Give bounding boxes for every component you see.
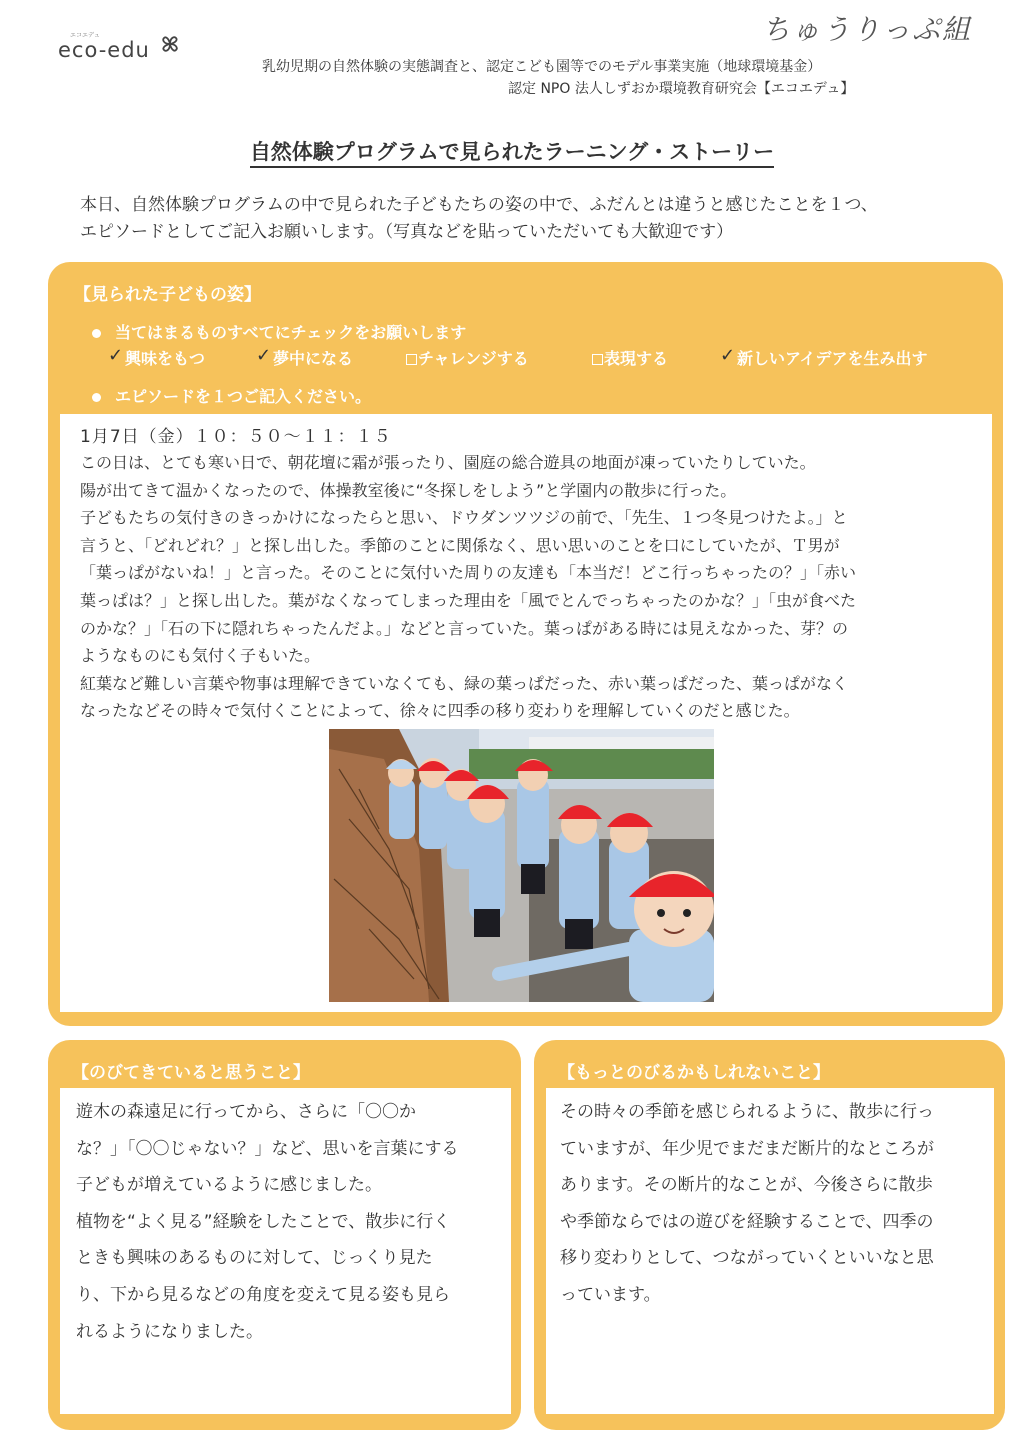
header-project-line: 乳幼児期の自然体験の実態調査と、認定こども園等でのモデル事業実施（地球環境基金） xyxy=(262,59,822,75)
page-title xyxy=(0,136,1024,166)
episode-line: この日は、とても寒い日で、朝花壇に霜が張ったり、園庭の総合遊具の地面が凍っていたりしていた。 xyxy=(80,453,816,472)
intro-line: エピソードとしてご記入お願いします。（写真などを貼っていただいても大歓迎です） xyxy=(80,222,734,242)
check-instruction-text: 当てはまるものすべてにチェックをお願いします xyxy=(115,323,467,342)
checkbox-interest[interactable] xyxy=(110,346,205,369)
episode-line: 子どもたちの気付きのきっかけになったらと思い、ドウダンツツジの前で、「先生、１つ冬見つけたよ。」と xyxy=(80,508,848,528)
bullet-icon xyxy=(92,329,101,338)
eco-edu-logo xyxy=(58,30,188,66)
checkmark-icon: ✓ xyxy=(256,345,272,366)
logo-furigana: エコエデュ xyxy=(70,32,100,39)
page-title-text: 自然体験プログラムで見られたラーニング・ストーリー xyxy=(250,140,774,168)
empty-checkbox-icon xyxy=(406,354,417,365)
text-line: っています。 xyxy=(560,1284,661,1305)
episode-date-time: 1月7日（金）１０：５０～１１：１５ xyxy=(80,427,392,447)
may-grow-text xyxy=(560,1094,934,1314)
children-walk-photo xyxy=(329,729,714,1002)
text-line: 移り変わりとして、つながっていくといいなと思 xyxy=(560,1248,934,1269)
episode-line: 「葉っぱがないね！」と言った。そのことに気付いた周りの友達も「本当だ！どこ行っちゃったの？」「赤い xyxy=(80,563,857,583)
text-line: れるようになりました。 xyxy=(76,1321,263,1342)
growing-now-heading: 【のびてきていると思うこと】 xyxy=(72,1063,310,1083)
episode-instruction xyxy=(92,384,371,407)
logo-text: eco-edu xyxy=(58,38,150,62)
intro-paragraph xyxy=(80,192,960,246)
header-organization-line: 認定 NPO 法人しずおか環境教育研究会【エコエデュ】 xyxy=(508,81,855,97)
episode-line: のかな？」「石の下に隠れちゃったんだよ。」などと言っていた。葉っぱがある時には見えなかった、芽？の xyxy=(80,618,849,638)
observed-child-heading: 【見られた子どもの姿】 xyxy=(74,285,261,305)
text-line: や季節ならではの遊びを経験することで、四季の xyxy=(560,1211,934,1232)
episode-line: 葉っぱは？」と探し出した。葉がなくなってしまった理由を「風でとんでっちゃったのかな？」「虫が食べた xyxy=(80,590,857,610)
episode-text xyxy=(80,449,980,725)
bullet-icon xyxy=(92,393,101,402)
checkmark-icon: ✓ xyxy=(720,345,736,366)
checkmark-icon: ✓ xyxy=(108,345,124,366)
text-line: り、下から見るなどの角度を変えて見る姿も見ら xyxy=(76,1284,450,1305)
checkbox-absorbed[interactable] xyxy=(258,346,353,369)
checkbox-label: チャレンジする xyxy=(418,349,529,368)
checkbox-label: 新しいアイデアを生み出す xyxy=(737,349,928,368)
checkbox-label: 表現する xyxy=(604,349,669,368)
text-line: な？」「〇〇じゃない？」など、思いを言葉にする xyxy=(76,1138,459,1159)
episode-line: 言うと、「どれどれ？」と探し出した。季節のことに関係なく、思い思いのことを口にしていたが、Ｔ男が xyxy=(80,535,840,555)
may-grow-heading: 【もっとのびるかもしれないこと】 xyxy=(558,1063,830,1083)
episode-line: なったなどその時々で気付くことによって、徐々に四季の移り変わりを理解していくのだと感じた。 xyxy=(80,701,800,721)
episode-line: 陽が出てきて温かくなったので、体操教室後に“冬探しをしよう”と学園内の散歩に行った。 xyxy=(80,480,737,500)
text-line: その時々の季節を感じられるように、散歩に行っ xyxy=(560,1102,934,1122)
checkbox-new-idea[interactable] xyxy=(722,346,928,369)
class-name-handwritten: ちゅうりっぷ組 xyxy=(762,13,973,46)
checkbox-challenge[interactable] xyxy=(406,346,529,369)
growing-now-text xyxy=(76,1094,459,1350)
episode-instruction-text: エピソードを１つご記入ください。 xyxy=(115,387,372,406)
checkbox-express[interactable] xyxy=(592,346,668,369)
text-line: 植物を“よく見る”経験をしたことで、散歩に行く xyxy=(76,1211,451,1232)
text-line: 子どもが増えているように感じました。 xyxy=(76,1175,382,1196)
text-line: あります。その断片的なことが、今後さらに散歩 xyxy=(560,1175,933,1196)
checkbox-label: 興味をもつ xyxy=(125,349,206,368)
text-line: ていますが、年少児でまだまだ断片的なところが xyxy=(560,1138,934,1159)
intro-line: 本日、自然体験プログラムの中で見られた子どもたちの姿の中で、ふだんとは違うと感じたことを１つ、 xyxy=(80,195,878,215)
check-instruction xyxy=(92,320,466,343)
pinwheel-icon xyxy=(158,32,182,56)
empty-checkbox-icon xyxy=(592,354,603,365)
checkbox-label: 夢中になる xyxy=(273,349,354,368)
text-line: 遊木の森遠足に行ってから、さらに「〇〇か xyxy=(76,1102,416,1122)
text-line: ときも興味のあるものに対して、じっくり見た xyxy=(76,1248,433,1269)
episode-line: ようなものにも気付く子もいた。 xyxy=(80,646,321,666)
episode-line: 紅葉など難しい言葉や物事は理解できていなくても、緑の葉っぱだった、赤い葉っぱだった、葉っぱがなく xyxy=(80,673,849,693)
